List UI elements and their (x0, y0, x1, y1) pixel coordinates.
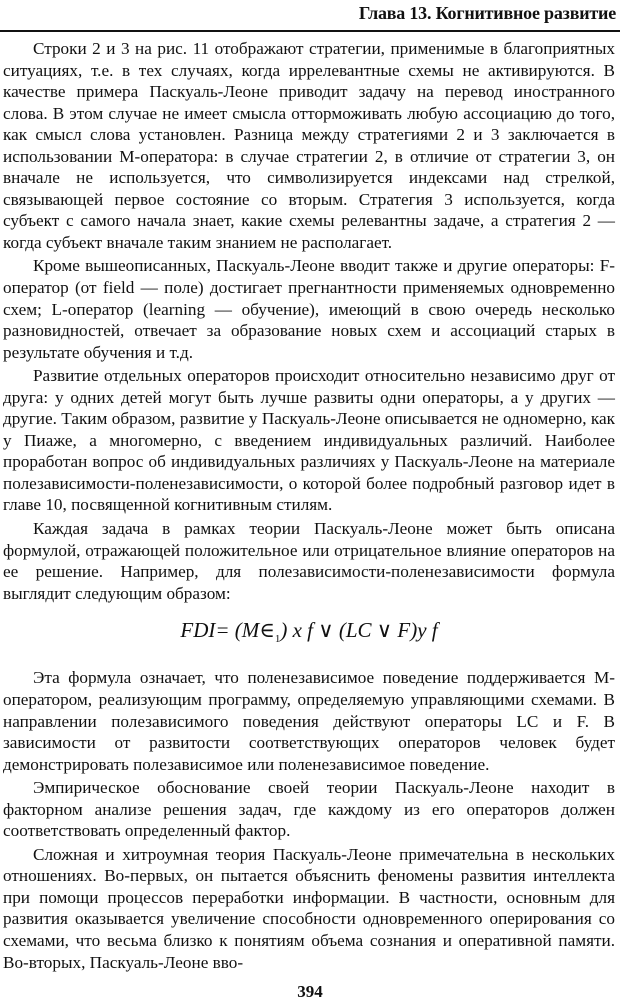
running-header (0, 0, 620, 32)
paragraph-4: Каждая задача в рамках теории Паскуаль-Леоне может быть описана формулой, отражающей положительное или отрицательное влияние операторов на ее решение. Например, для полезависимости-поленезависимости формула выглядит следующим образом: (3, 519, 615, 603)
paragraph-3: Развитие отдельных операторов происходит относительно независимо друг от друга: у одних детей могут быть лучше развиты одни операторы, а у других — другие. Таким образом, развитие у Паскуаль-Леоне описывается не одномерно, как у Пиаже, а многомерно, с введением индивидуальных различий. Наиболее проработан вопрос об индивидуальных различиях у Паскуаль-Леоне на материале полезависимости-поленезависимости, о которой более подробный разговор идет в главе 10, посвященной когнитивным стилям. (3, 366, 615, 515)
page-number: 394 (297, 982, 323, 1001)
paragraph-6: Эмпирическое обоснование своей теории Паскуаль-Леоне находит в факторном анализе решения задач, где каждому из его операторов должен соответствовать определенный фактор. (3, 778, 615, 841)
paragraph-7: Сложная и хитроумная теория Паскуаль-Леоне примечательна в нескольких отношениях. Во-первых, он пытается объяснить феномены развития интеллекта при помощи процессов переработки информации. В частности, основным для развития оказывается увеличение способности одновременного оперирования со схемами, что весьма близко к понятиям объема сознания и оперативной памяти. Во-вторых, Паскуаль-Леоне вво- (3, 844, 615, 972)
chapter-title: Глава 13. Когнитивное развитие (358, 3, 616, 23)
paragraph-1: Строки 2 и 3 на рис. 11 отображают стратегии, применимые в благоприятных ситуациях, т.е. в тех случаях, когда иррелевантные схемы не активируются. В качестве примера Паскуаль-Леоне приводит задачу на перевод иностранного слова. В этом случае не имеет смысла отторможивать любую ассоциацию до того, как смысл слова установлен. Разница между стратегиями 2 и 3 заключается в использовании M-оператора: в случае стратегии 2, в отличие от стратегии 3, он вначале не используется, что символизируется индексами над стрелкой, связывающей первое состояние со вторым. Стратегия 3 используется, когда субъект с самого начала знает, какие схемы релевантны задаче, а стратегия 2 — когда субъект вначале таким знанием не располагает. (3, 39, 615, 252)
formula-subscript: 1 (274, 633, 281, 646)
formula-right: ) x f ∨ (LC ∨ F)y f (280, 618, 438, 643)
paragraph-5: Эта формула означает, что поленезависимое поведение поддерживается M-оператором, реализующим программу, определяемую управляющими схемами. В направлении полезависимого поведения действуют операторы LC и F. В зависимости от развитости соответствующих операторов человек будет демонстрировать полезависимое или поленезависимое поведение. (3, 668, 615, 774)
paragraph-2: Кроме вышеописанных, Паскуаль-Леоне вводит также и другие операторы: F-оператор (от field — поле) достигает прегнантности применяемых одновременно схем; L-оператор (learning — обучение), имеющий в свою очередь несколько разновидностей, отвечает за образование новых схем и ассоциаций старых в результате обучения и т.д. (3, 256, 615, 362)
formula-left: FDI= (M∈ (180, 618, 275, 643)
page-body (3, 38, 615, 975)
fdi-formula (3, 612, 615, 657)
